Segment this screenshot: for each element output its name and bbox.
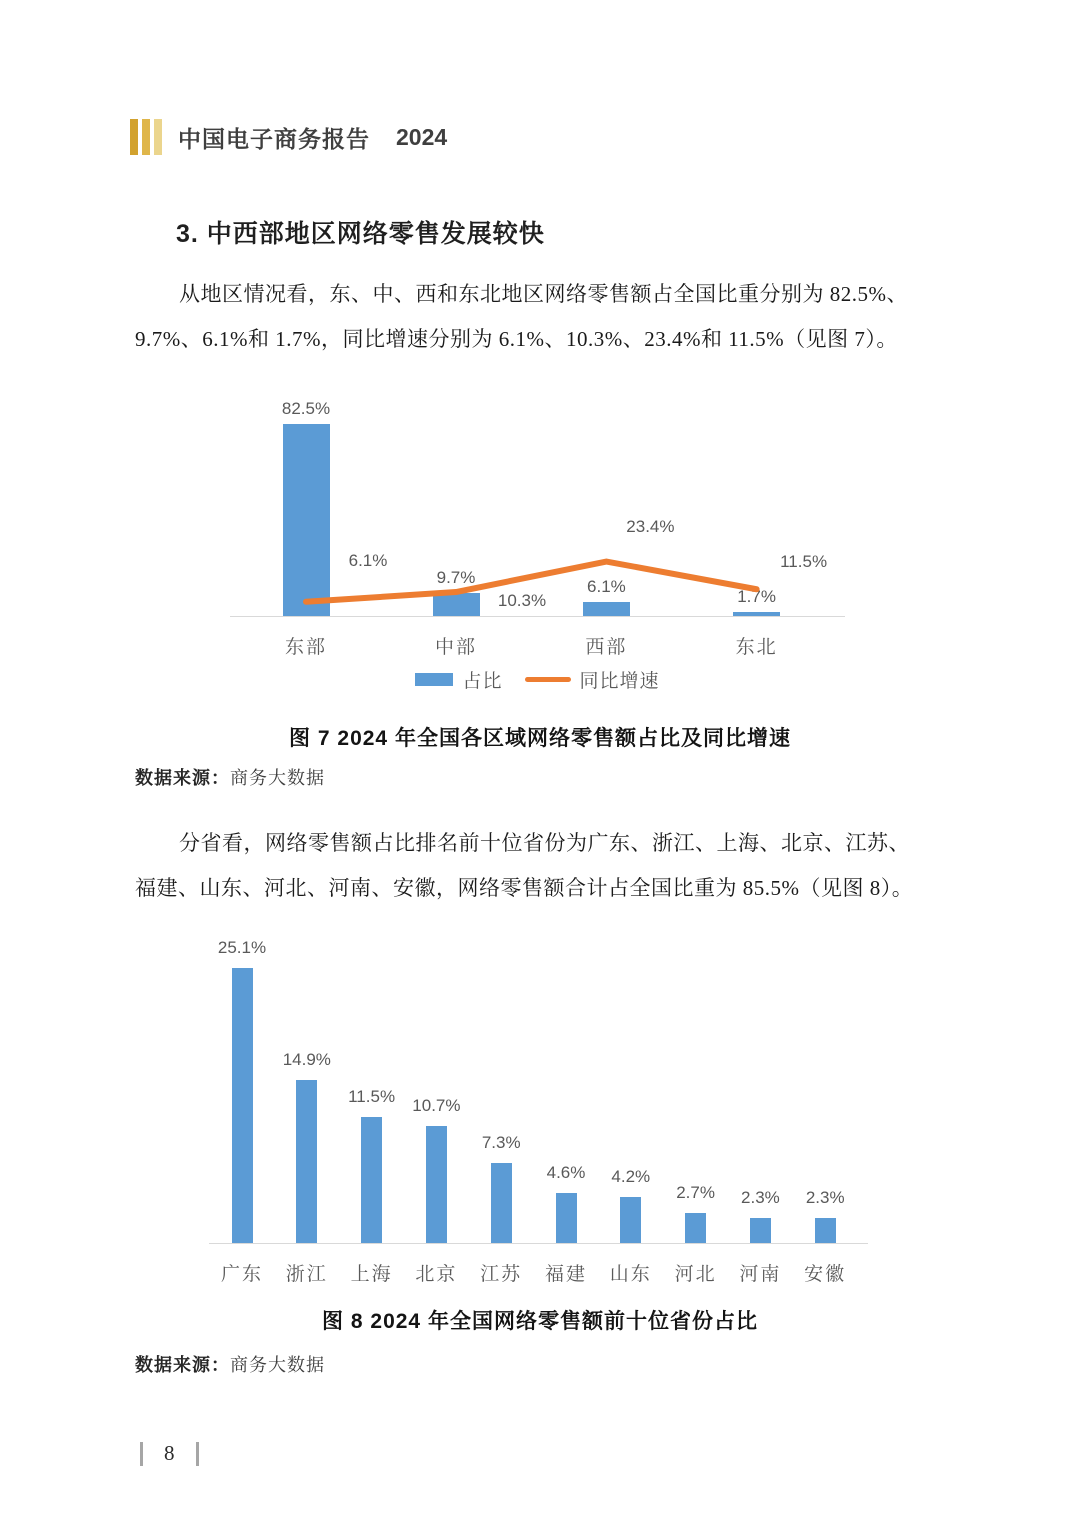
figure7-bar-value-label: 1.7% <box>737 587 776 607</box>
figure7-line-value-label: 23.4% <box>626 516 675 536</box>
figure7-source <box>135 764 325 790</box>
paragraph-2-line-2: 福建、山东、河北、河南、安徽，网络零售额合计占全国比重为 85.5%（见图 8）。 <box>135 876 914 900</box>
figure8-bar-value-label: 7.3% <box>481 1132 521 1152</box>
report-year: 2024 <box>396 123 448 150</box>
figure8-bar-value-label: 2.7% <box>676 1183 715 1203</box>
section-title: 3. 中西部地区网络零售发展较快 <box>176 220 545 248</box>
figure8-category-label: 福建 <box>544 1264 588 1285</box>
figure8-bar-value-label: 11.5% <box>348 1086 396 1106</box>
figure7-category-label: 中部 <box>434 637 478 658</box>
figure8-category-label: 浙江 <box>285 1264 328 1285</box>
figure8-bar-安徽 <box>815 1218 836 1243</box>
figure7-bar-value-label: 82.5% <box>281 399 331 419</box>
figure8-source <box>135 1351 325 1377</box>
paragraph-1-line-2: 9.7%、6.1%和 1.7%，同比增速分别为 6.1%、10.3%、23.4%和 11.5%（见图 7）。 <box>135 327 898 351</box>
figure8-bar-山东 <box>620 1197 641 1243</box>
figure8-bar-江苏 <box>491 1163 512 1243</box>
figure7-source-value: 商务大数据 <box>230 768 325 788</box>
figure8-category-label: 上海 <box>350 1264 393 1285</box>
page-number: 8 <box>164 1441 175 1465</box>
figure8-bar-上海 <box>361 1117 382 1243</box>
figure8-category-label: 安徽 <box>804 1264 847 1285</box>
figure8-bar-北京 <box>426 1126 447 1243</box>
figure8-bar-福建 <box>556 1193 577 1243</box>
figure8-category-label: 北京 <box>415 1264 458 1285</box>
figure7-category-label: 西部 <box>585 637 628 658</box>
report-logo-bars-icon <box>130 118 162 156</box>
figure8-source-value: 商务大数据 <box>230 1355 325 1375</box>
figure7-category-label: 东部 <box>284 637 328 658</box>
figure7-region-share-growth-chart <box>230 380 845 692</box>
figure8-category-label: 河北 <box>674 1264 717 1285</box>
paragraph-2-line-1: 分省看，网络零售额占比排名前十位省份为广东、浙江、上海、北京、江苏、 <box>179 831 910 855</box>
figure8-bar-value-label: 4.2% <box>611 1166 651 1186</box>
figure8-bar-value-label: 10.7% <box>412 1095 461 1115</box>
figure7-caption: 图 7 2024 年全国各区域网络零售额占比及同比增速 <box>289 727 791 750</box>
figure7-line-value-label: 11.5% <box>780 552 828 572</box>
figure8-category-label: 河南 <box>739 1264 782 1285</box>
figure8-bar-value-label: 2.3% <box>805 1187 845 1207</box>
legend-growth-label: 同比增速 <box>579 671 660 692</box>
figure8-bar-value-label: 2.3% <box>741 1187 780 1207</box>
footer-divider-right <box>196 1442 199 1466</box>
figure8-bar-value-label: 25.1% <box>217 937 267 957</box>
figure8-category-label: 广东 <box>220 1264 264 1285</box>
figure7-category-label: 东北 <box>735 637 778 658</box>
figure7-source-label: 数据来源： <box>135 768 230 788</box>
figure8-province-share-chart <box>209 935 868 1285</box>
paragraph-1-line-1: 从地区情况看，东、中、西和东北地区网络零售额占全国比重分别为 82.5%、 <box>179 282 908 306</box>
figure7-line-value-label: 6.1% <box>348 550 388 570</box>
report-title: 中国电子商务报告 <box>178 125 370 152</box>
figure8-bar-河南 <box>750 1218 771 1243</box>
figure8-bar-河北 <box>685 1213 706 1243</box>
logo-bar-3 <box>154 119 162 155</box>
figure8-caption: 图 8 2024 年全国网络零售额前十位省份占比 <box>322 1310 758 1333</box>
figure8-bar-浙江 <box>296 1080 317 1243</box>
figure8-bar-value-label: 14.9% <box>282 1049 331 1069</box>
figure8-bar-value-label: 4.6% <box>546 1162 586 1182</box>
logo-bar-1 <box>130 119 138 155</box>
figure7-bar-value-label: 6.1% <box>587 576 626 596</box>
footer-divider-left <box>140 1442 143 1466</box>
figure8-source-label: 数据来源： <box>135 1355 230 1375</box>
page-header <box>130 118 447 156</box>
figure8-category-label: 江苏 <box>480 1264 523 1285</box>
figure7-line-value-label: 10.3% <box>497 591 547 611</box>
figure7-bar-value-label: 9.7% <box>436 568 476 588</box>
figure8-category-label: 山东 <box>609 1264 652 1285</box>
figure8-bar-广东 <box>232 968 253 1243</box>
legend-share-label: 占比 <box>462 671 503 692</box>
figure8-x-axis-line <box>209 1243 868 1244</box>
logo-bar-2 <box>142 119 150 155</box>
page-footer <box>140 1441 199 1466</box>
